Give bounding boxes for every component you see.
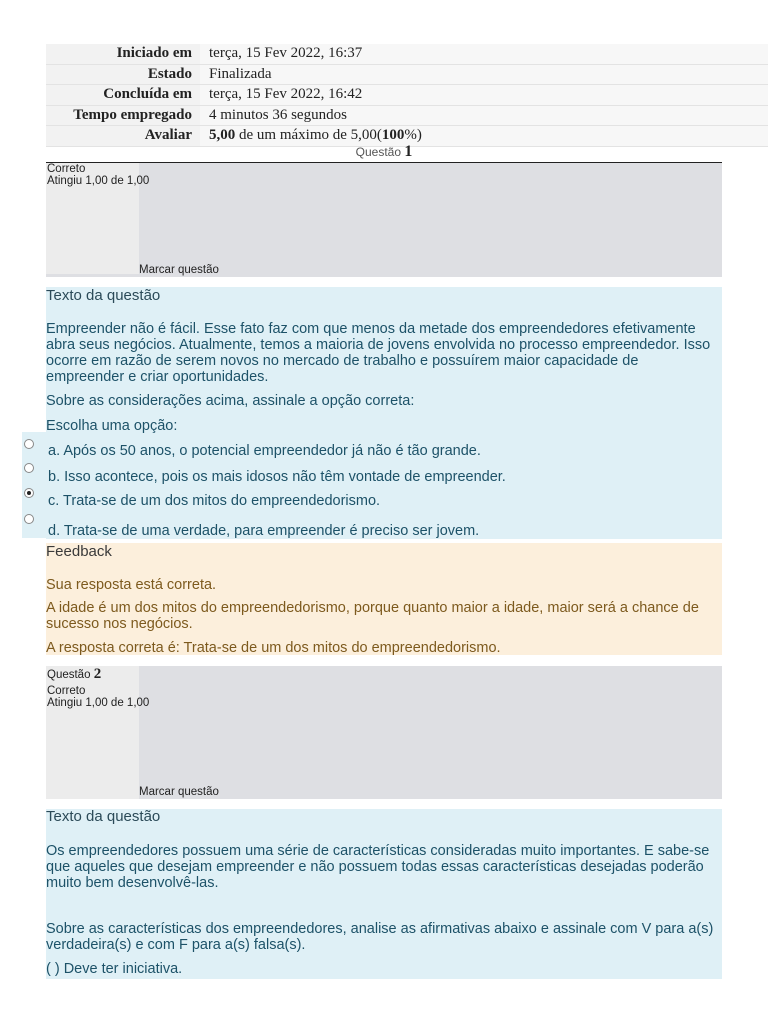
question-text-heading: Texto da questão <box>46 287 161 304</box>
question-status: Correto <box>47 163 86 175</box>
question-1-content <box>46 287 722 539</box>
question-1-feedback <box>46 543 722 655</box>
summary-label: Avaliar <box>46 126 200 146</box>
statement-1: ( ) Deve ter iniciativa. <box>46 961 183 977</box>
flag-question-link[interactable]: Marcar questão <box>139 786 219 798</box>
option-b-label[interactable]: b. Isso acontece, pois os mais idosos não têm vontade de empreender. <box>48 469 506 485</box>
feedback-heading: Feedback <box>46 543 112 560</box>
question-paragraph: Os empreendedores possuem uma série de características consideradas muito importantes. E sabe-se que aqueles que desejam empreender e não possuem todas essas características desejadas poderão muito bem desenvolvê-las. <box>46 843 710 891</box>
summary-row-state <box>46 65 768 86</box>
flag-question-link[interactable]: Marcar questão <box>139 264 219 276</box>
question-prompt: Sobre as considerações acima, assinale a opção correta: <box>46 393 415 409</box>
question-1-title <box>0 143 768 161</box>
question-status: Correto <box>47 685 86 697</box>
summary-label: Iniciado em <box>46 44 200 64</box>
question-number: 2 <box>93 666 102 682</box>
question-1-info <box>46 163 722 277</box>
question-number: 1 <box>404 143 413 160</box>
choose-option-label: Escolha uma opção: <box>46 418 178 434</box>
option-c-label[interactable]: c. Trata-se de um dos mitos do empreendedorismo. <box>48 493 381 509</box>
feedback-correct-answer: A resposta correta é: Trata-se de um dos mitos do empreendedorismo. <box>46 640 501 656</box>
grade-mid: de um máximo de 5,00( <box>235 127 382 143</box>
question-prefix: Questão <box>355 145 402 159</box>
question-paragraph: Empreender não é fácil. Esse fato faz com que menos da metade dos empreendedores efetivamente abra seus negócios. Atualmente, temos a maioria de jovens envolvida no processo empreendedor. Isso ocorre em razão de serem novos no mercado de trabalho e possuírem maior capacidade de empreender e criar oportunidades. <box>46 321 711 385</box>
grade-end: %) <box>404 127 422 143</box>
grade-score: 5,00 <box>209 127 236 143</box>
radio-option-a[interactable] <box>24 439 34 449</box>
summary-label: Concluída em <box>46 85 200 105</box>
summary-row-completed <box>46 85 768 106</box>
option-d-label[interactable]: d. Trata-se de uma verdade, para empreender é preciso ser jovem. <box>48 523 480 539</box>
question-mark: Atingiu 1,00 de 1,00 <box>47 175 150 187</box>
question-text-heading: Texto da questão <box>46 808 161 825</box>
attempt-summary-table <box>46 44 768 147</box>
radio-option-c[interactable] <box>24 488 34 498</box>
feedback-explanation: A idade é um dos mitos do empreendedorismo, porque quanto maior a idade, maior será a chance de sucesso nos negócios. <box>46 600 699 632</box>
grade-percent: 100 <box>381 127 405 143</box>
summary-value: terça, 15 Fev 2022, 16:37 <box>200 44 768 64</box>
option-a-label[interactable]: a. Após os 50 anos, o potencial empreendedor já não é tão grande. <box>48 443 481 459</box>
summary-label: Estado <box>46 65 200 85</box>
question-prefix: Questão <box>47 669 91 681</box>
question-prompt: Sobre as características dos empreendedores, analise as afirmativas abaixo e assinale com V para a(s) verdadeira(s) e com F para a(s) falsa(s). <box>46 921 714 953</box>
summary-label: Tempo empregado <box>46 106 200 126</box>
radio-option-d[interactable] <box>24 514 34 524</box>
question-mark: Atingiu 1,00 de 1,00 <box>47 697 150 709</box>
question-2-content <box>46 809 722 979</box>
question-2-title <box>47 668 101 681</box>
summary-value: terça, 15 Fev 2022, 16:42 <box>200 85 768 105</box>
radio-option-b[interactable] <box>24 463 34 473</box>
summary-value: 4 minutos 36 segundos <box>200 106 768 126</box>
question-2-info <box>46 666 722 799</box>
summary-row-time <box>46 106 768 127</box>
feedback-correct: Sua resposta está correta. <box>46 577 217 593</box>
summary-row-started <box>46 44 768 65</box>
summary-value: Finalizada <box>200 65 768 85</box>
